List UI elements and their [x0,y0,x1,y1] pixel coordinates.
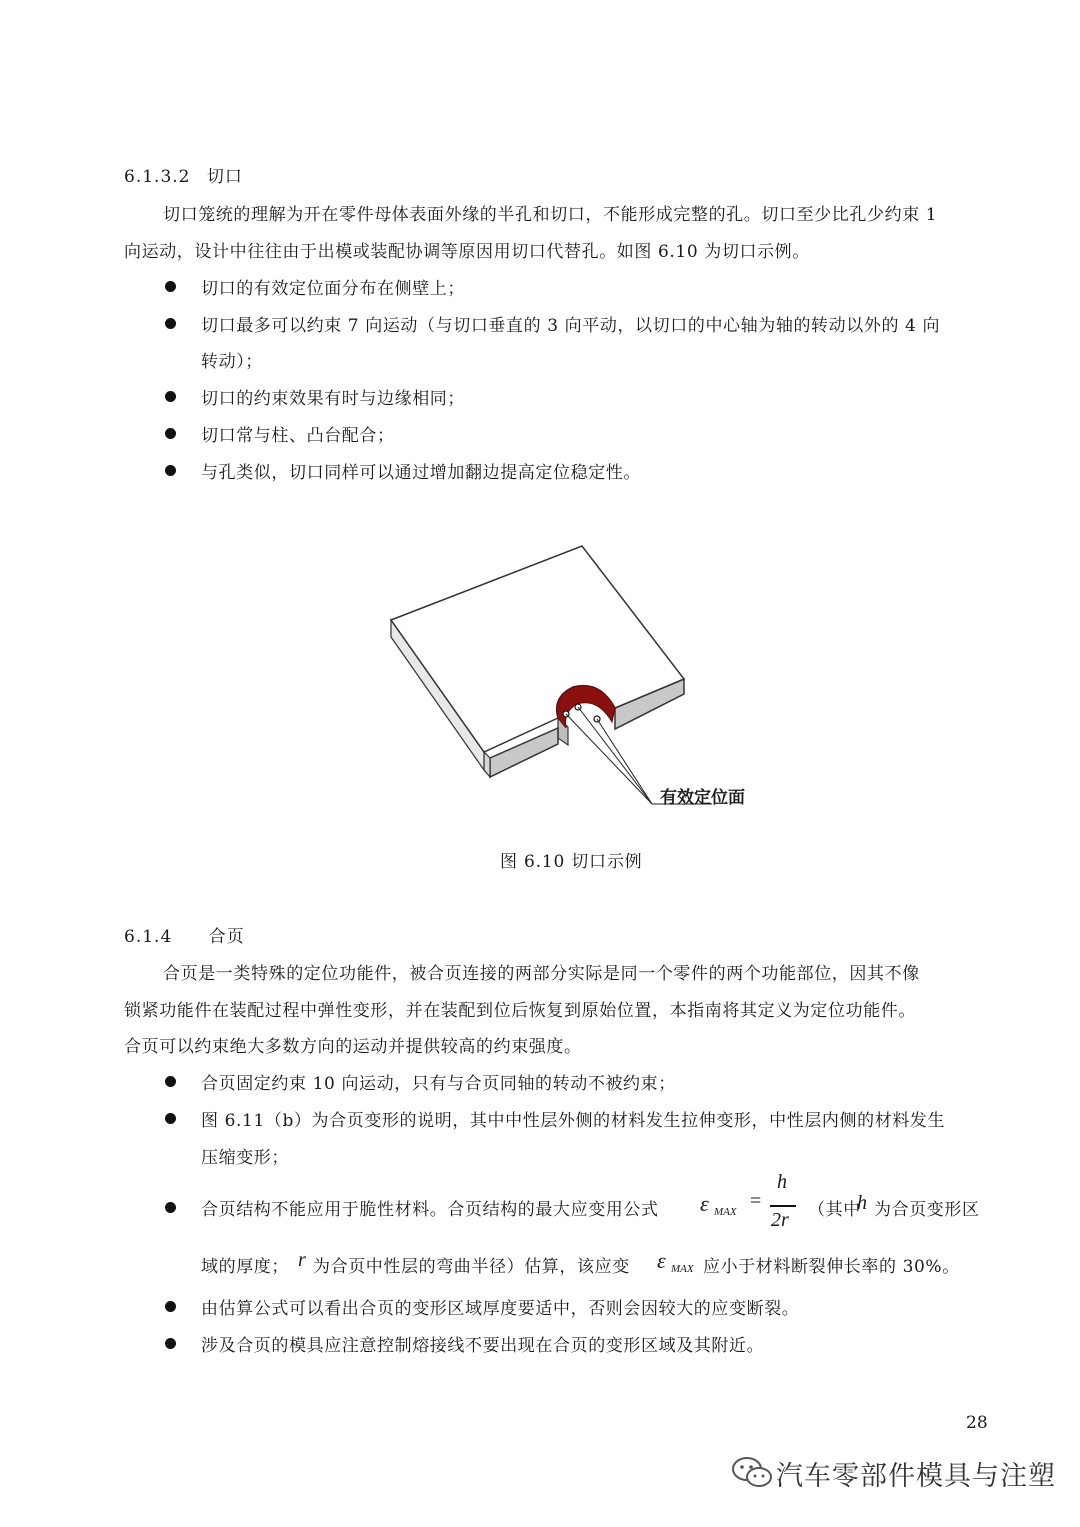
leader-line [566,714,652,804]
bullet-icon [165,1202,176,1213]
subscript-max: MAX [671,1263,694,1275]
bullet-item-continuation: 压缩变形； [201,1148,289,1168]
side-face [484,752,490,777]
variable-h: h [857,1192,867,1214]
wechat-icon [730,1454,774,1492]
fraction-bar [770,1205,796,1207]
bullet-item-continuation: 转动）； [201,352,263,372]
epsilon-symbol: ε [657,1248,666,1273]
intro-paragraph-line-1: 切口笼统的理解为开在零件母体表面外缘的半孔和切口，不能形成完整的孔。切口至少比孔少约束 1 [163,205,938,225]
bullet-item: 切口的约束效果有时与边缘相同； [201,389,465,409]
notch-example-figure [380,540,720,820]
heading-title: 切口 [206,167,243,187]
bullet-item: 切口常与柱、凸台配合； [201,426,395,446]
intro-paragraph-line-2: 向运动，设计中往往由于出模或装配协调等原因用切口代替孔。如图 6.10 为切口示例。 [124,242,810,262]
bullet-icon [165,1076,176,1087]
bullet-text-part: 为合页变形区 [874,1200,980,1220]
leader-line [597,719,652,804]
bullet-icon [165,281,176,292]
bullet-item: 由估算公式可以看出合页的变形区域厚度要适中，否则会因较大的应变断裂。 [201,1299,800,1319]
bullet-text-part: 合页结构不能应用于脆性材料。合页结构的最大应变用公式 [201,1200,659,1220]
denominator: 2r [771,1209,789,1231]
paragraph-line-3: 合页可以约束绝大多数方向的运动并提供较高的约束强度。 [124,1037,582,1057]
paragraph-line-2: 锁紧功能件在装配过程中弹性变形，并在装配到位后恢复到原始位置，本指南将其定义为定位功能件。 [124,1001,916,1021]
figure-caption: 图 6.10 切口示例 [500,852,643,872]
bullet-item: 图 6.11（b）为合页变形的说明，其中中性层外侧的材料发生拉伸变形，中性层内侧的材料发生 [201,1111,946,1131]
bullet-text-part: 为合页中性层的弯曲半径）估算，该应变 [313,1257,630,1277]
bullet-icon [165,1338,176,1349]
bullet-icon [165,428,176,439]
section-heading-6-1-4 [124,922,245,947]
heading-number: 6.1.4 [124,927,173,947]
heading-number: 6.1.3.2 [124,167,191,187]
bullet-text-part: 应小于材料断裂伸长率的 30%。 [703,1257,960,1277]
subscript-max: MAX [714,1206,737,1218]
bullet-icon [165,391,176,402]
watermark-text: 汽车零部件模具与注塑 [776,1461,1056,1492]
bullet-text-part: （其中 [808,1200,861,1220]
epsilon-symbol: ε [700,1191,709,1216]
bullet-item: 涉及合页的模具应注意控制熔接线不要出现在合页的变形区域及其附近。 [201,1336,765,1356]
callout-label: 有效定位面 [660,788,745,808]
bullet-text-part: 域的厚度； [201,1257,289,1277]
top-surface [391,546,684,752]
variable-r: r [298,1249,306,1271]
section-heading-6-1-3-2 [124,162,243,187]
numerator: h [777,1171,787,1193]
heading-title: 合页 [208,927,245,947]
page-number: 28 [966,1413,988,1433]
bullet-item: 切口最多可以约束 7 向运动（与切口垂直的 3 向平动，以切口的中心轴为轴的转动以外的 4 向 [201,316,941,336]
bullet-item: 与孔类似，切口同样可以通过增加翻边提高定位稳定性。 [201,463,641,483]
bullet-icon [165,1113,176,1124]
paragraph-line-1: 合页是一类特殊的定位功能件，被合页连接的两部分实际是同一个零件的两个功能部位，因其不像 [163,964,920,984]
bullet-item: 合页固定约束 10 向运动，只有与合页同轴的转动不被约束； [201,1074,676,1094]
bullet-icon [165,318,176,329]
equals-sign: = [750,1190,762,1212]
bullet-item: 切口的有效定位面分布在侧壁上； [201,279,465,299]
bullet-icon [165,465,176,476]
bullet-icon [165,1301,176,1312]
